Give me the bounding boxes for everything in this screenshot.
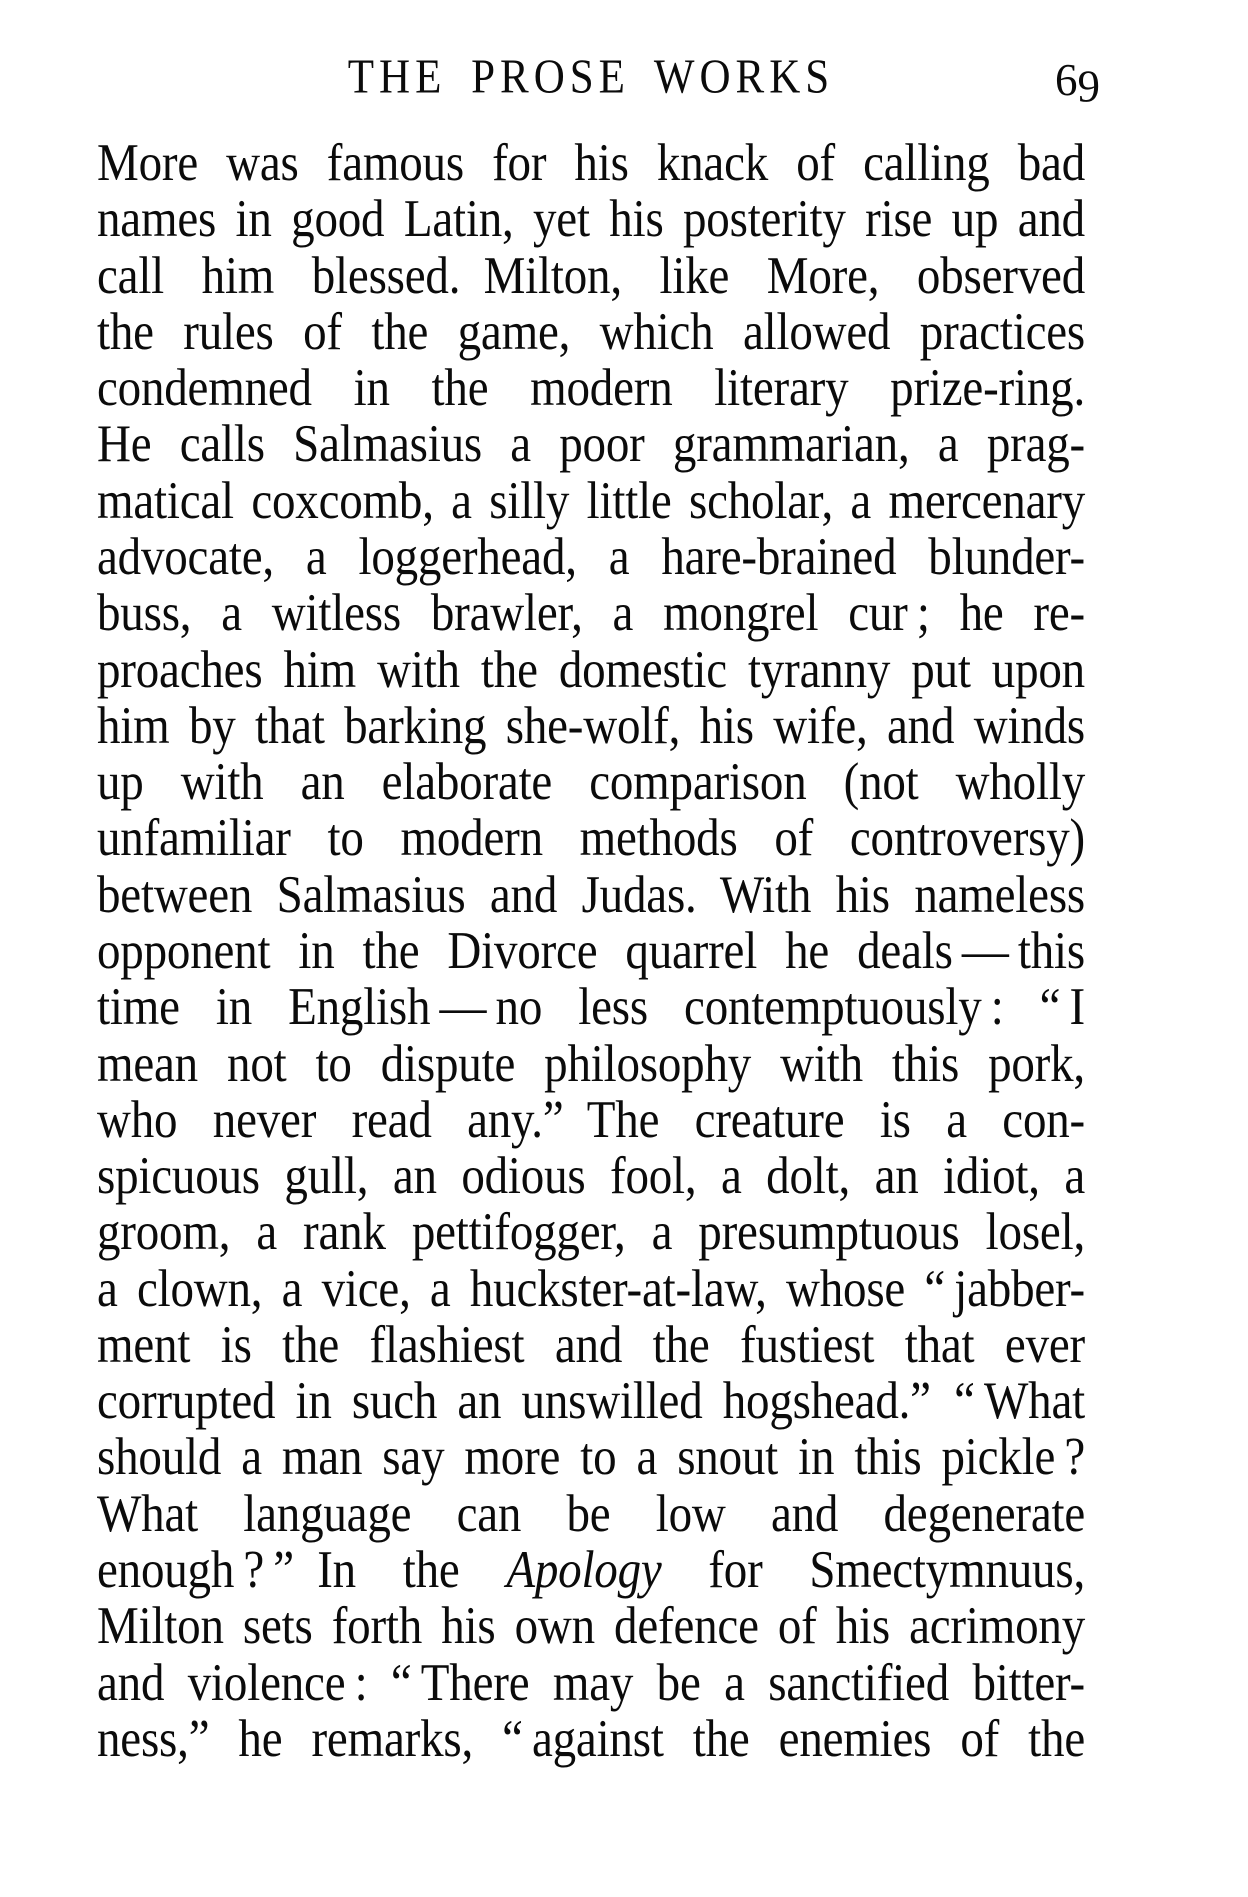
page-body-text xyxy=(97,135,1085,1767)
body-text-line xyxy=(97,585,1085,641)
body-text-line xyxy=(97,642,1085,698)
body-text-segment: mean not to dispute philosophy with this pork, xyxy=(97,1034,1085,1093)
body-text-segment: Milton sets forth his own defence of his acrimony xyxy=(97,1597,1085,1656)
body-text-segment: up with an elaborate comparison (not wholly xyxy=(97,752,1085,812)
body-text-segment: What language can be low and degenerate xyxy=(97,1484,1085,1543)
body-text-line xyxy=(97,473,1085,529)
body-text-segment: unfamiliar to modern methods of controversy) xyxy=(97,809,1085,868)
body-text-segment: More was famous for his knack of calling bad xyxy=(97,133,1085,193)
body-text-line xyxy=(97,304,1085,360)
body-text-line xyxy=(97,1542,1085,1598)
page-number-digit: 9 xyxy=(1077,61,1100,112)
body-text-segment: time in English — no less contemptuously : “ I xyxy=(97,978,1085,1037)
body-text-segment: advocate, a loggerhead, a hare-brained blunder- xyxy=(97,527,1085,587)
body-text-segment: call him blessed. Milton, like More, observed xyxy=(97,246,1085,305)
body-text-segment: names in good Latin, yet his posterity rise up and xyxy=(97,190,1085,249)
body-text-line xyxy=(97,698,1085,754)
body-text-segment: him by that barking she-wolf, his wife, and winds xyxy=(97,696,1085,755)
body-text-segment: the rules of the game, which allowed practices xyxy=(97,302,1085,361)
body-text-segment: corrupted in such an unswilled hogshead.” “ What xyxy=(97,1372,1085,1431)
body-text-line xyxy=(97,979,1085,1035)
body-text-line xyxy=(97,416,1085,472)
body-text-line xyxy=(97,923,1085,979)
body-text-segment: matical coxcomb, a silly little scholar, a mercenary xyxy=(97,471,1085,530)
body-text-segment: who never read any.” The creature is a con- xyxy=(97,1090,1085,1149)
body-text-segment: spicuous gull, an odious fool, a dolt, an idiot, a xyxy=(97,1146,1085,1206)
body-text-line xyxy=(97,867,1085,923)
body-text-line xyxy=(97,1429,1085,1485)
body-text-segment: ment is the flashiest and the fustiest that ever xyxy=(97,1315,1085,1375)
body-text-line xyxy=(97,248,1085,304)
running-title: THE PROSE WORKS xyxy=(347,51,835,104)
body-text-line xyxy=(97,135,1085,191)
page-number-digit: 6 xyxy=(1055,55,1078,105)
body-text-line xyxy=(97,1317,1085,1373)
body-text-line xyxy=(97,529,1085,585)
body-text-line xyxy=(97,360,1085,416)
body-text-segment: and violence : “ There may be a sanctified bitter- xyxy=(97,1653,1085,1712)
body-text-line xyxy=(97,1655,1085,1711)
body-text-line xyxy=(97,810,1085,866)
body-text-segment: a clown, a vice, a huckster-at-law, whose “ jabber- xyxy=(97,1259,1085,1318)
body-text-segment: buss, a witless brawler, a mongrel cur ; he re- xyxy=(97,584,1085,643)
body-text-line xyxy=(97,1036,1085,1092)
body-text-line xyxy=(97,1261,1085,1317)
body-text-line xyxy=(97,1373,1085,1429)
body-text-segment: proaches him with the domestic tyranny put upon xyxy=(97,640,1085,699)
body-text-segment: ness,” he remarks, “ against the enemies of the xyxy=(97,1709,1085,1768)
body-text-line xyxy=(97,1092,1085,1148)
body-text-line xyxy=(97,191,1085,247)
body-text-segment: opponent in the Divorce quarrel he deals — this xyxy=(97,921,1085,981)
page-number xyxy=(1055,55,1100,112)
body-text-segment: for Smectymnuus, xyxy=(661,1540,1085,1600)
body-text-segment: He calls Salmasius a poor grammarian, a prag- xyxy=(97,415,1085,474)
body-text-segment: between Salmasius and Judas. With his nameless xyxy=(97,865,1085,924)
body-text-segment: groom, a rank pettifogger, a presumptuous losel, xyxy=(97,1203,1085,1262)
body-text-segment: enough ? ” In the xyxy=(97,1540,507,1600)
body-text-segment: condemned in the modern literary prize-ring. xyxy=(97,359,1085,418)
body-text-line xyxy=(97,1598,1085,1654)
body-text-line xyxy=(97,1204,1085,1260)
body-text-line xyxy=(97,1486,1085,1542)
body-text-line xyxy=(97,1711,1085,1767)
body-text-line xyxy=(97,754,1085,810)
body-text-line xyxy=(97,1148,1085,1204)
body-text-segment: should a man say more to a snout in this pickle ? xyxy=(97,1428,1085,1487)
italic-work-title: Apology xyxy=(506,1540,662,1600)
